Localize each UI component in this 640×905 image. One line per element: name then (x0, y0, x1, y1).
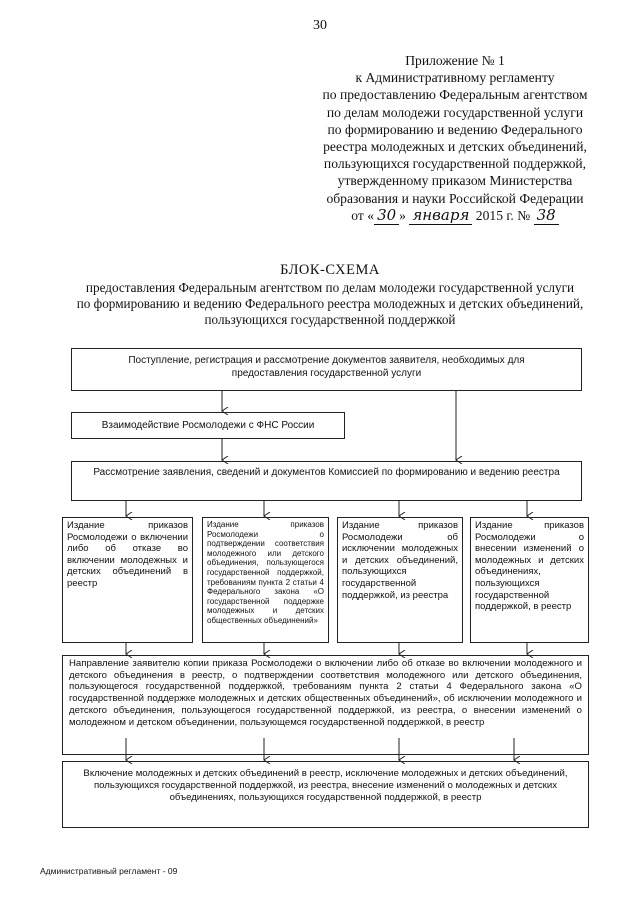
scheme-subtitle-line: пользующихся государственной поддержкой (204, 312, 456, 327)
appendix-line: по формированию и ведению Федерального (327, 121, 583, 137)
notification-box: Направление заявителю копии приказа Росмолодежи о включении либо об отказе во включении молодежного и детского объединения в реестр, о подтверждении соответствия молодежного или детского объединения, пользующегося государственной поддержкой, требованиям пункта 2 статьи 4 Федерального закона «О государственной поддержке молодежных и детских общественных объединений», об исключении молодежного и детского объединения, пользующегося государственной поддержкой, из реестра, о внесении изменений о молодежном и детском объединении, пользующемся государственной поддержкой, в реестр (62, 655, 589, 755)
scheme-subtitle-line: по формированию и ведению Федерального реестра молодежных и детских объединений, (76, 296, 584, 311)
order-number: 38 (534, 206, 559, 225)
order-confirmation-box: Издание приказов Росмолодежи о подтверждении соответствия молодежного или детского объединения, пользующегося государственной поддержкой, требованиям пункта 2 статьи 4 Федерального закона «О государственной поддержке молодежных и детских общественных объединений» (202, 517, 329, 643)
appendix-line: Приложение № 1 (405, 53, 505, 68)
date-mid: » (399, 207, 406, 223)
appendix-line: реестра молодежных и детских объединений, (323, 139, 587, 155)
appendix-line: утвержденному приказом Министерства (337, 173, 573, 189)
appendix-line: образования и науки Российской Федерации (326, 190, 584, 206)
date-month: января (409, 206, 472, 225)
appendix-line: по делам молодежи государственной услуги (326, 104, 584, 120)
appendix-line: пользующихся государственной поддержкой, (323, 156, 587, 172)
order-exclusion-box: Издание приказов Росмолодежи об исключении молодежных и детских объединений, пользующихся государственной поддержкой, из реестра (337, 517, 463, 643)
scheme-title: БЛОК-СХЕМА (280, 262, 380, 278)
appendix-line: по предоставлению Федеральным агентством (322, 87, 588, 103)
fns-interaction-box: Взаимодействие Росмолодежи с ФНС России (71, 412, 345, 439)
order-inclusion-box: Издание приказов Росмолодежи о включении либо об отказе во включении молодежных и детских объединений в реестр (62, 517, 193, 643)
page-number: 30 (313, 18, 327, 33)
date-day: 30 (374, 206, 399, 225)
appendix-line: к Административному регламенту (355, 70, 555, 86)
commission-review-box: Рассмотрение заявления, сведений и документов Комиссией по формированию и ведению реестра (71, 461, 582, 501)
scheme-subtitle-line: предоставления Федеральным агентством по делам молодежи государственной услуги (85, 280, 575, 295)
register-box: Включение молодежных и детских объединений в реестр, исключение молодежных и детских объединений, пользующихся государственной поддержкой, из реестра, внесение изменений о молодежных и детских объединениях, пользующихся государственной поддержкой, в реестр (62, 761, 589, 828)
date-prefix: от « (351, 207, 375, 223)
intake-box: Поступление, регистрация и рассмотрение документов заявителя, необходимых для предоставления государственной услуги (71, 348, 582, 391)
date-year: 2015 г. № (475, 207, 531, 223)
footer-text: Административный регламент - 09 (40, 866, 178, 876)
order-changes-box: Издание приказов Росмолодежи о внесении изменений о молодежных и детских объединениях, пользующихся государственной поддержкой, в реестр (470, 517, 589, 643)
